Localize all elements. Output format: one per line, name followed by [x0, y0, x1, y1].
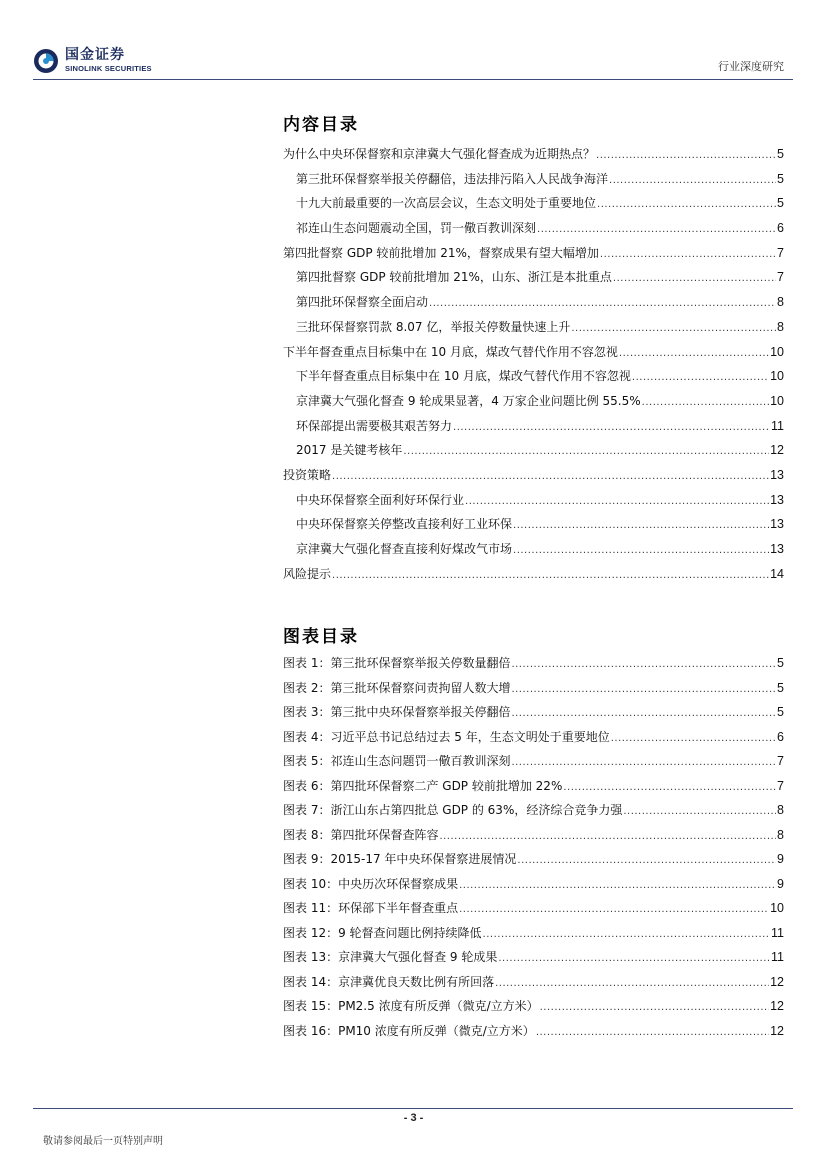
toc-entry-page: 12: [770, 443, 784, 458]
figure-entry[interactable]: [283, 896, 784, 921]
toc-entry-title: 第三批环保督察举报关停翻倍，违法排污陷入人民战争海洋: [296, 171, 609, 186]
toc-entry-title: 第四批督察 GDP 较前批增加 21%，山东、浙江是本批重点: [296, 270, 612, 285]
dot-leader: [511, 702, 776, 725]
toc-entry-title: 2017 是关键考核年: [296, 443, 403, 458]
figure-entry[interactable]: [283, 651, 784, 676]
figure-entry-title: 图表 11：环保部下半年督查重点: [283, 901, 459, 915]
dot-leader: [517, 849, 776, 872]
toc-entry[interactable]: [283, 241, 784, 266]
dot-leader: [563, 776, 776, 799]
toc-entry-title: 环保部提出需要极其艰苦努力: [296, 418, 453, 433]
page-header: [0, 0, 827, 80]
toc-entry-title: 祁连山生态问题震动全国，罚一儆百教训深刻: [296, 221, 537, 236]
toc-entry-page: 5: [777, 171, 784, 186]
dot-leader: [498, 947, 770, 970]
dot-leader: [537, 218, 776, 241]
toc-entry[interactable]: [283, 389, 784, 414]
toc-entry-title: 下半年督查重点目标集中在 10 月底，煤改气替代作用不容忽视: [296, 369, 631, 384]
toc-entry-title: 下半年督查重点目标集中在 10 月底，煤改气替代作用不容忽视: [283, 344, 618, 359]
toc-entry[interactable]: [283, 142, 784, 167]
company-logo: [33, 44, 173, 78]
dot-leader: [453, 416, 770, 439]
figure-entry[interactable]: [283, 872, 784, 897]
figure-entry-title: 图表 5：祁连山生态问题罚一儆百教训深刻: [283, 754, 511, 768]
figure-entry-page: 12: [770, 1023, 784, 1038]
figure-entry[interactable]: [283, 994, 784, 1019]
toc-entry-title: 第四批督察 GDP 较前批增加 21%，督察成果有望大幅增加: [283, 245, 599, 260]
toc-entry-page: 10: [770, 344, 784, 359]
dot-leader: [465, 490, 769, 513]
toc-entry-title: 京津冀大气强化督查直接利好煤改气市场: [296, 542, 513, 556]
toc-entry-page: 7: [777, 270, 784, 285]
figure-entry-page: 12: [770, 974, 784, 989]
header-divider: [33, 79, 793, 80]
dot-leader: [429, 292, 776, 315]
dot-leader: [536, 1021, 769, 1044]
toc-title: 内容目录: [283, 115, 359, 135]
toc-entry-page: 5: [777, 196, 784, 211]
figure-entry-title: 图表 1：第三批环保督察举报关停数量翻倍: [283, 656, 511, 670]
logo-chinese-name: 国金证券: [65, 47, 125, 63]
dot-leader: [483, 923, 770, 946]
dot-leader: [611, 727, 776, 750]
toc-entry[interactable]: [283, 512, 784, 537]
figures-toc-title: 图表目录: [283, 627, 359, 647]
dot-leader: [513, 539, 769, 562]
toc-entry-title: 第四批环保督察全面启动: [296, 295, 429, 310]
toc-entry-page: 13: [770, 542, 784, 556]
table-of-contents: [283, 142, 784, 586]
dot-leader: [459, 874, 776, 897]
toc-entry-page: 14: [770, 566, 784, 581]
figure-entry[interactable]: [283, 823, 784, 848]
figure-entry-title: 图表 12：9 轮督查问题比例持续降低: [283, 925, 482, 940]
toc-entry-title: 风险提示: [283, 566, 332, 581]
figure-entry-title: 图表 2：第三批环保督察问责拘留人数大增: [283, 680, 511, 695]
toc-entry-page: 8: [777, 295, 784, 310]
dot-leader: [511, 678, 776, 701]
dot-leader: [597, 193, 776, 216]
toc-entry-title: 中央环保督察关停整改直接利好工业环保: [296, 517, 513, 532]
footer-divider: [33, 1108, 793, 1109]
dot-leader: [332, 564, 769, 587]
dot-leader: [613, 267, 776, 290]
toc-entry[interactable]: [283, 463, 784, 488]
figure-entry-title: 图表 16：PM10 浓度有所反弹（微克/立方米）: [283, 1023, 535, 1038]
dot-leader: [403, 440, 769, 463]
figure-entry[interactable]: [283, 676, 784, 701]
figure-entry-title: 图表 7：浙江山东占第四批总 GDP 的 63%，经济综合竞争力强: [283, 803, 623, 817]
figure-entry-title: 图表 14：京津冀优良天数比例有所回落: [283, 974, 495, 989]
dot-leader: [511, 653, 776, 676]
toc-entry-page: 13: [770, 467, 784, 482]
toc-entry[interactable]: [283, 265, 784, 290]
figure-entry-title: 图表 9：2015-17 年中央环保督察进展情况: [283, 852, 517, 866]
figure-entry-page: 7: [777, 754, 784, 768]
toc-entry[interactable]: [283, 167, 784, 192]
logo-english-name: SINOLINK SECURITIES: [65, 64, 152, 73]
dot-leader: [623, 800, 776, 823]
dot-leader: [495, 972, 769, 995]
figure-entry-page: 11: [771, 950, 784, 964]
figure-entry[interactable]: [283, 725, 784, 750]
figure-entry-page: 8: [777, 803, 784, 817]
dot-leader: [596, 144, 776, 167]
figure-entry-page: 5: [777, 656, 784, 670]
toc-entry[interactable]: [283, 290, 784, 315]
toc-entry-page: 6: [777, 221, 784, 236]
figure-entry-page: 11: [771, 925, 784, 940]
figure-entry-title: 图表 8：第四批环保督查阵容: [283, 827, 439, 842]
toc-entry[interactable]: [283, 414, 784, 439]
dot-leader: [571, 317, 776, 340]
figure-entry[interactable]: [283, 798, 784, 823]
dot-leader: [632, 366, 769, 389]
dot-leader: [609, 169, 776, 192]
figure-entry-page: 9: [777, 876, 784, 891]
toc-entry-title: 三批环保督察罚款 8.07 亿，举报关停数量快速上升: [296, 319, 571, 334]
figure-entry-title: 图表 15：PM2.5 浓度有所反弹（微克/立方米）: [283, 999, 539, 1013]
dot-leader: [513, 514, 769, 537]
figure-entry-title: 图表 13：京津冀大气强化督查 9 轮成果: [283, 950, 498, 964]
toc-entry-page: 5: [777, 147, 784, 161]
dot-leader: [511, 751, 776, 774]
figure-entry-title: 图表 10：中央历次环保督察成果: [283, 876, 459, 891]
toc-entry[interactable]: [283, 191, 784, 216]
figure-entry-page: 8: [777, 827, 784, 842]
toc-entry-page: 11: [771, 418, 784, 433]
figure-entry-page: 7: [777, 778, 784, 793]
toc-entry-title: 中央环保督察全面利好环保行业: [296, 492, 465, 507]
figures-list: [283, 651, 784, 1043]
page-number: - 3 -: [403, 1112, 424, 1124]
toc-entry-title: 为什么中央环保督察和京津冀大气强化督查成为近期热点？: [283, 147, 596, 161]
toc-entry-title: 十九大前最重要的一次高层会议，生态文明处于重要地位: [296, 196, 597, 211]
dot-leader: [459, 898, 769, 921]
figure-entry-title: 图表 3：第三批中央环保督察举报关停翻倍: [283, 705, 511, 719]
figure-entry[interactable]: [283, 945, 784, 970]
dot-leader: [439, 825, 776, 848]
toc-entry[interactable]: [283, 315, 784, 340]
figure-entry[interactable]: [283, 921, 784, 946]
figure-entry[interactable]: [283, 847, 784, 872]
figure-entry-title: 图表 4：习近平总书记总结过去 5 年，生态文明处于重要地位: [283, 729, 610, 744]
toc-entry-title: 京津冀大气强化督查 9 轮成果显著，4 万家企业问题比例 55.5%: [296, 393, 641, 408]
toc-entry-page: 10: [770, 369, 784, 384]
toc-entry-page: 10: [770, 393, 784, 408]
toc-entry[interactable]: [283, 364, 784, 389]
figure-entry-page: 5: [777, 705, 784, 719]
dot-leader: [332, 465, 769, 488]
figure-entry[interactable]: [283, 774, 784, 799]
toc-entry[interactable]: [283, 488, 784, 513]
toc-entry[interactable]: [283, 216, 784, 241]
figure-entry-page: 10: [770, 901, 784, 915]
figure-entry-title: 图表 6：第四批环保督察二产 GDP 较前批增加 22%: [283, 778, 563, 793]
figure-entry-page: 12: [770, 999, 784, 1013]
figure-entry[interactable]: [283, 700, 784, 725]
toc-entry-page: 13: [770, 517, 784, 532]
toc-entry[interactable]: [283, 340, 784, 365]
figure-entry-page: 5: [777, 680, 784, 695]
dot-leader: [642, 391, 769, 414]
figure-entry[interactable]: [283, 970, 784, 995]
figure-entry-page: 6: [777, 729, 784, 744]
figure-entry-page: 9: [777, 852, 784, 866]
figure-entry[interactable]: [283, 1019, 784, 1044]
toc-entry[interactable]: [283, 438, 784, 463]
toc-entry[interactable]: [283, 537, 784, 562]
dot-leader: [619, 342, 769, 365]
toc-entry-page: 7: [777, 245, 784, 260]
dot-leader: [600, 243, 776, 266]
toc-entry-page: 13: [770, 492, 784, 507]
figure-entry[interactable]: [283, 749, 784, 774]
report-type-label: 行业深度研究: [718, 60, 784, 73]
toc-entry[interactable]: [283, 562, 784, 587]
dot-leader: [540, 996, 769, 1019]
disclaimer-note: 敬请参阅最后一页特别声明: [43, 1136, 163, 1147]
sinolink-logo-icon: [33, 48, 59, 74]
toc-entry-page: 8: [777, 319, 784, 334]
toc-entry-title: 投资策略: [283, 467, 332, 482]
